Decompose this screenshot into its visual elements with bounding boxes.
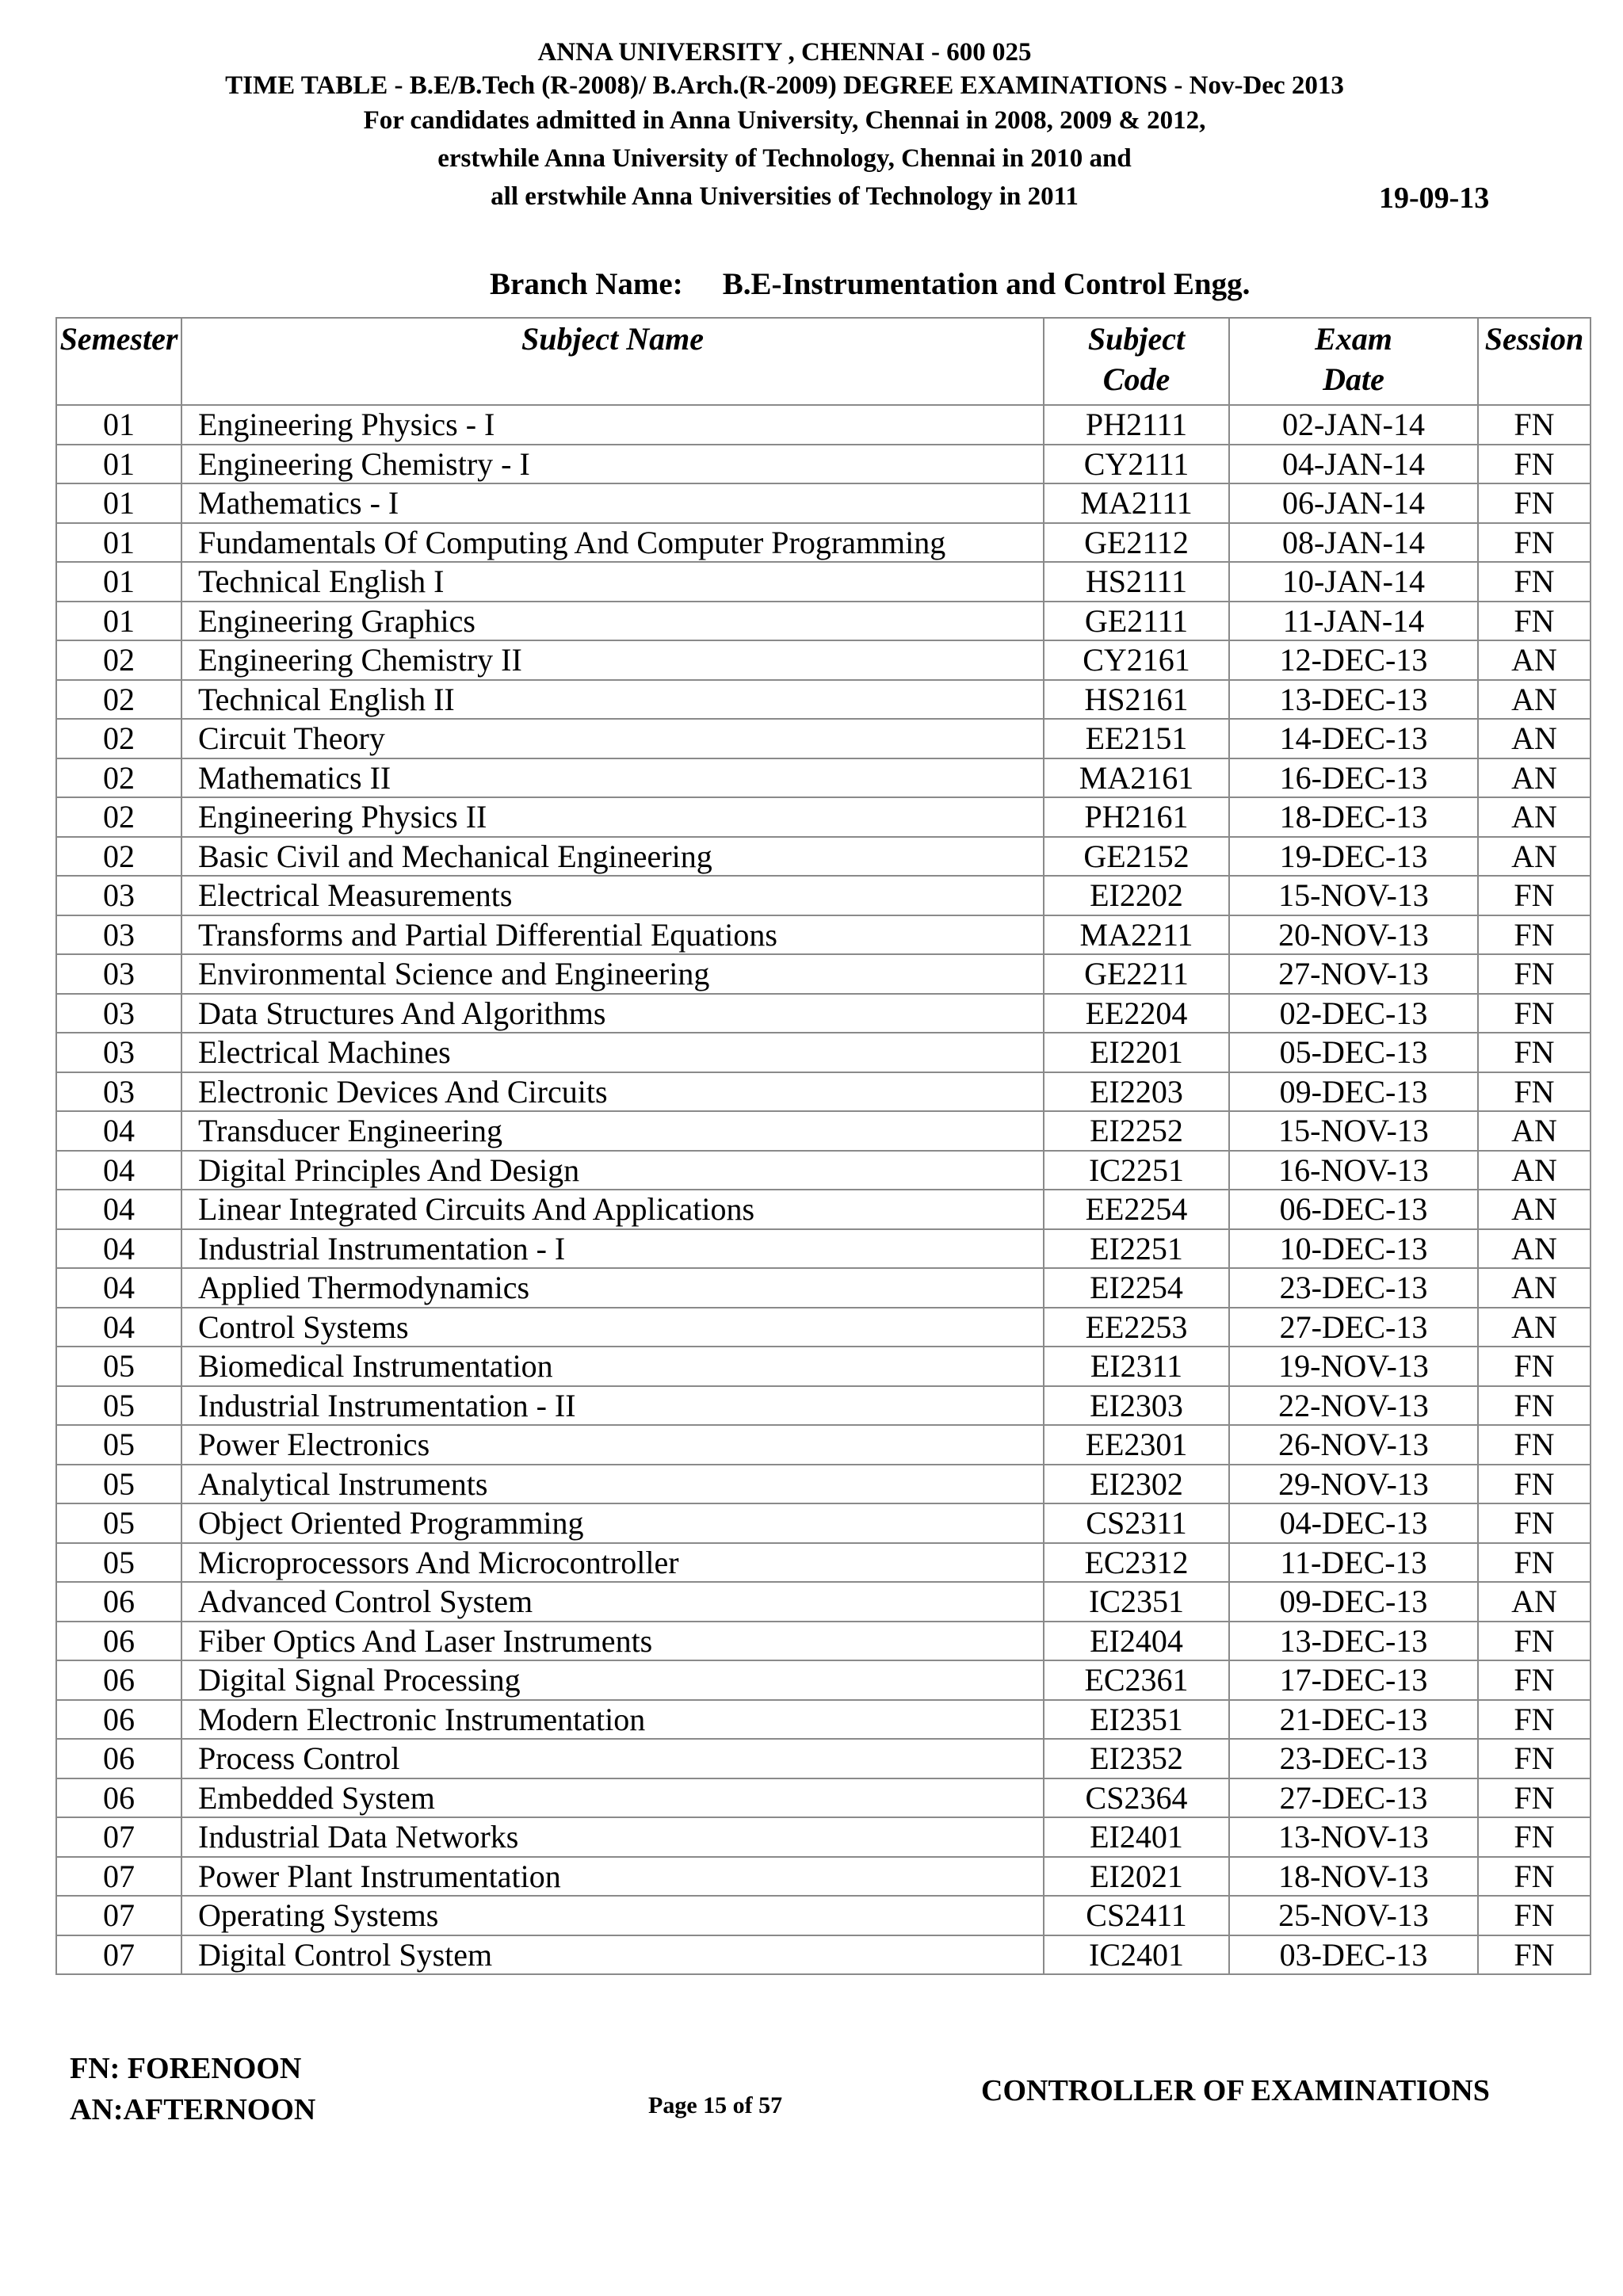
- eligibility-line-1: For candidates admitted in Anna University, Chennai in 2008, 2009 & 2012,: [363, 106, 1206, 135]
- semester-cell: 01: [56, 445, 181, 484]
- session-cell: FN: [1478, 1543, 1591, 1583]
- subject-name-cell: Power Electronics: [181, 1425, 1044, 1465]
- exam-date-cell: 08-JAN-14: [1229, 523, 1478, 563]
- session-cell: FN: [1478, 445, 1591, 484]
- subject-code-cell: CS2311: [1044, 1503, 1229, 1543]
- exam-date-cell: 21-DEC-13: [1229, 1700, 1478, 1740]
- table-row: [56, 483, 1591, 523]
- exam-date-cell: 13-NOV-13: [1229, 1817, 1478, 1857]
- session-cell: FN: [1478, 1778, 1591, 1818]
- semester-cell: 02: [56, 640, 181, 680]
- semester-cell: 07: [56, 1935, 181, 1975]
- table-row: [56, 1072, 1591, 1112]
- subject-name-cell: Digital Principles And Design: [181, 1151, 1044, 1190]
- table-row: [56, 1543, 1591, 1583]
- semester-cell: 01: [56, 562, 181, 602]
- subject-code-cell: EI2201: [1044, 1033, 1229, 1072]
- subject-code-cell: IC2351: [1044, 1582, 1229, 1622]
- semester-cell: 04: [56, 1229, 181, 1269]
- session-cell: AN: [1478, 1190, 1591, 1229]
- subject-name-cell: Engineering Physics - I: [181, 405, 1044, 445]
- subject-name-cell: Modern Electronic Instrumentation: [181, 1700, 1044, 1740]
- semester-cell: 04: [56, 1111, 181, 1151]
- table-row: [56, 1896, 1591, 1935]
- session-cell: AN: [1478, 680, 1591, 720]
- subject-code-cell: EI2202: [1044, 876, 1229, 915]
- subject-name-cell: Electronic Devices And Circuits: [181, 1072, 1044, 1112]
- legend-afternoon: AN:AFTERNOON: [70, 2093, 316, 2126]
- subject-code-cell: PH2111: [1044, 405, 1229, 445]
- semester-cell: 02: [56, 837, 181, 877]
- subject-code-cell: EC2312: [1044, 1543, 1229, 1583]
- subject-code-cell: CY2111: [1044, 445, 1229, 484]
- session-cell: AN: [1478, 1308, 1591, 1347]
- subject-name-cell: Digital Control System: [181, 1935, 1044, 1975]
- table-row: [56, 1739, 1591, 1778]
- exam-date-cell: 27-DEC-13: [1229, 1778, 1478, 1818]
- subject-code-cell: GE2112: [1044, 523, 1229, 563]
- subject-name-cell: Fiber Optics And Laser Instruments: [181, 1622, 1044, 1661]
- exam-date-cell: 10-JAN-14: [1229, 562, 1478, 602]
- subject-code-cell: EI2021: [1044, 1857, 1229, 1897]
- exam-date-cell: 16-DEC-13: [1229, 758, 1478, 798]
- subject-name-cell: Microprocessors And Microcontroller: [181, 1543, 1044, 1583]
- semester-cell: 07: [56, 1817, 181, 1857]
- semester-cell: 06: [56, 1700, 181, 1740]
- session-cell: AN: [1478, 1229, 1591, 1269]
- table-row: [56, 1778, 1591, 1818]
- branch-heading: [490, 266, 1250, 302]
- table-row: [56, 915, 1591, 955]
- semester-cell: 06: [56, 1622, 181, 1661]
- table-row: [56, 1817, 1591, 1857]
- subject-code-cell: GE2152: [1044, 837, 1229, 877]
- subject-name-cell: Advanced Control System: [181, 1582, 1044, 1622]
- semester-cell: 05: [56, 1503, 181, 1543]
- semester-cell: 03: [56, 954, 181, 994]
- semester-cell: 03: [56, 1072, 181, 1112]
- semester-cell: 01: [56, 405, 181, 445]
- subject-code-cell: EI2302: [1044, 1465, 1229, 1504]
- subject-name-cell: Industrial Instrumentation - I: [181, 1229, 1044, 1269]
- subject-code-cell: EI2401: [1044, 1817, 1229, 1857]
- subject-code-cell: EI2303: [1044, 1386, 1229, 1426]
- subject-name-cell: Basic Civil and Mechanical Engineering: [181, 837, 1044, 877]
- subject-code-cell: EI2351: [1044, 1700, 1229, 1740]
- exam-date-cell: 06-DEC-13: [1229, 1190, 1478, 1229]
- table-row: [56, 1857, 1591, 1897]
- exam-date-cell: 15-NOV-13: [1229, 876, 1478, 915]
- exam-date-cell: 29-NOV-13: [1229, 1465, 1478, 1504]
- exam-date-cell: 11-DEC-13: [1229, 1543, 1478, 1583]
- table-row: [56, 1465, 1591, 1504]
- subject-code-cell: CS2411: [1044, 1896, 1229, 1935]
- semester-cell: 01: [56, 602, 181, 641]
- exam-date-cell: 23-DEC-13: [1229, 1739, 1478, 1778]
- session-cell: FN: [1478, 1660, 1591, 1700]
- subject-name-cell: Applied Thermodynamics: [181, 1268, 1044, 1308]
- session-cell: AN: [1478, 1582, 1591, 1622]
- semester-cell: 05: [56, 1543, 181, 1583]
- subject-name-cell: Linear Integrated Circuits And Applications: [181, 1190, 1044, 1229]
- session-cell: FN: [1478, 1072, 1591, 1112]
- subject-name-cell: Process Control: [181, 1739, 1044, 1778]
- subject-name-cell: Environmental Science and Engineering: [181, 954, 1044, 994]
- subject-code-cell: PH2161: [1044, 797, 1229, 837]
- session-cell: AN: [1478, 1268, 1591, 1308]
- semester-cell: 03: [56, 915, 181, 955]
- subject-name-cell: Mathematics - I: [181, 483, 1044, 523]
- subject-name-cell: Electrical Machines: [181, 1033, 1044, 1072]
- exam-date-cell: 13-DEC-13: [1229, 680, 1478, 720]
- subject-code-cell: EI2203: [1044, 1072, 1229, 1112]
- subject-name-cell: Transducer Engineering: [181, 1111, 1044, 1151]
- exam-date-cell: 09-DEC-13: [1229, 1072, 1478, 1112]
- exam-date-cell: 06-JAN-14: [1229, 483, 1478, 523]
- table-row: [56, 758, 1591, 798]
- exam-date-cell: 18-NOV-13: [1229, 1857, 1478, 1897]
- subject-name-cell: Industrial Data Networks: [181, 1817, 1044, 1857]
- subject-name-cell: Digital Signal Processing: [181, 1660, 1044, 1700]
- subject-code-cell: MA2211: [1044, 915, 1229, 955]
- session-cell: AN: [1478, 640, 1591, 680]
- semester-cell: 07: [56, 1857, 181, 1897]
- subject-code-cell: CS2364: [1044, 1778, 1229, 1818]
- semester-cell: 02: [56, 758, 181, 798]
- table-row: [56, 1425, 1591, 1465]
- exam-date-cell: 25-NOV-13: [1229, 1896, 1478, 1935]
- exam-timetable: [55, 317, 1591, 1975]
- semester-cell: 05: [56, 1425, 181, 1465]
- publication-date: 19-09-13: [1379, 181, 1490, 215]
- table-row: [56, 1229, 1591, 1269]
- session-cell: AN: [1478, 1151, 1591, 1190]
- subject-name-cell: Engineering Chemistry - I: [181, 445, 1044, 484]
- exam-date-cell: 26-NOV-13: [1229, 1425, 1478, 1465]
- session-cell: AN: [1478, 719, 1591, 758]
- table-row: [56, 1111, 1591, 1151]
- session-cell: AN: [1478, 837, 1591, 877]
- table-row: [56, 1347, 1591, 1386]
- exam-date-cell: 04-DEC-13: [1229, 1503, 1478, 1543]
- subject-code-cell: MA2161: [1044, 758, 1229, 798]
- table-row: [56, 562, 1591, 602]
- branch-name: B.E-Instrumentation and Control Engg.: [722, 267, 1251, 301]
- subject-code-cell: IC2251: [1044, 1151, 1229, 1190]
- session-cell: FN: [1478, 1935, 1591, 1975]
- semester-cell: 04: [56, 1308, 181, 1347]
- session-cell: FN: [1478, 405, 1591, 445]
- subject-code-cell: EE2301: [1044, 1425, 1229, 1465]
- subject-code-cell: GE2111: [1044, 602, 1229, 641]
- table-row: [56, 797, 1591, 837]
- table-row: [56, 1268, 1591, 1308]
- exam-date-cell: 03-DEC-13: [1229, 1935, 1478, 1975]
- semester-cell: 01: [56, 483, 181, 523]
- table-row: [56, 876, 1591, 915]
- semester-cell: 07: [56, 1896, 181, 1935]
- subject-name-cell: Object Oriented Programming: [181, 1503, 1044, 1543]
- exam-date-cell: 23-DEC-13: [1229, 1268, 1478, 1308]
- subject-code-cell: EE2253: [1044, 1308, 1229, 1347]
- subject-code-cell: EE2204: [1044, 994, 1229, 1033]
- subject-name-cell: Fundamentals Of Computing And Computer Programming: [181, 523, 1044, 563]
- subject-code-cell: IC2401: [1044, 1935, 1229, 1975]
- branch-label: Branch Name:: [490, 267, 683, 301]
- subject-name-cell: Circuit Theory: [181, 719, 1044, 758]
- table-row: [56, 954, 1591, 994]
- subject-name-cell: Analytical Instruments: [181, 1465, 1044, 1504]
- semester-cell: 06: [56, 1582, 181, 1622]
- subject-name-cell: Embedded System: [181, 1778, 1044, 1818]
- controller-signature: CONTROLLER OF EXAMINATIONS: [981, 2074, 1490, 2107]
- exam-date-cell: 20-NOV-13: [1229, 915, 1478, 955]
- table-row: [56, 1308, 1591, 1347]
- session-cell: FN: [1478, 954, 1591, 994]
- subject-code-cell: EI2251: [1044, 1229, 1229, 1269]
- subject-code-cell: HS2111: [1044, 562, 1229, 602]
- exam-date-cell: 11-JAN-14: [1229, 602, 1478, 641]
- subject-name-cell: Power Plant Instrumentation: [181, 1857, 1044, 1897]
- session-cell: AN: [1478, 1111, 1591, 1151]
- session-cell: FN: [1478, 1817, 1591, 1857]
- table-row: [56, 1660, 1591, 1700]
- session-cell: AN: [1478, 758, 1591, 798]
- table-row: [56, 680, 1591, 720]
- exam-date-cell: 02-DEC-13: [1229, 994, 1478, 1033]
- table-row: [56, 1700, 1591, 1740]
- exam-date-cell: 12-DEC-13: [1229, 640, 1478, 680]
- semester-cell: 04: [56, 1151, 181, 1190]
- column-header-semester: Semester: [56, 318, 181, 405]
- semester-cell: 05: [56, 1386, 181, 1426]
- semester-cell: 02: [56, 680, 181, 720]
- subject-code-cell: EI2252: [1044, 1111, 1229, 1151]
- session-cell: FN: [1478, 876, 1591, 915]
- exam-date-cell: 16-NOV-13: [1229, 1151, 1478, 1190]
- subject-code-cell: EI2352: [1044, 1739, 1229, 1778]
- table-row: [56, 719, 1591, 758]
- subject-name-cell: Engineering Chemistry II: [181, 640, 1044, 680]
- exam-date-cell: 09-DEC-13: [1229, 1582, 1478, 1622]
- table-row: [56, 405, 1591, 445]
- column-header-session: Session: [1478, 318, 1591, 405]
- subject-name-cell: Engineering Graphics: [181, 602, 1044, 641]
- subject-code-cell: EE2151: [1044, 719, 1229, 758]
- semester-cell: 05: [56, 1465, 181, 1504]
- exam-date-cell: 04-JAN-14: [1229, 445, 1478, 484]
- session-cell: FN: [1478, 1386, 1591, 1426]
- exam-date-cell: 10-DEC-13: [1229, 1229, 1478, 1269]
- semester-cell: 04: [56, 1190, 181, 1229]
- subject-code-cell: EC2361: [1044, 1660, 1229, 1700]
- semester-cell: 02: [56, 719, 181, 758]
- exam-date-cell: 02-JAN-14: [1229, 405, 1478, 445]
- exam-date-cell: 19-DEC-13: [1229, 837, 1478, 877]
- column-header-subject-name: Subject Name: [181, 318, 1044, 405]
- semester-cell: 03: [56, 994, 181, 1033]
- session-cell: FN: [1478, 1622, 1591, 1661]
- table-row: [56, 1151, 1591, 1190]
- session-cell: FN: [1478, 1700, 1591, 1740]
- exam-date-cell: 15-NOV-13: [1229, 1111, 1478, 1151]
- table-row: [56, 1622, 1591, 1661]
- semester-cell: 02: [56, 797, 181, 837]
- table-row: [56, 1190, 1591, 1229]
- semester-cell: 01: [56, 523, 181, 563]
- timetable-title: TIME TABLE - B.E/B.Tech (R-2008)/ B.Arch.(R-2009) DEGREE EXAMINATIONS - Nov-Dec 2013: [225, 71, 1344, 100]
- session-cell: FN: [1478, 1857, 1591, 1897]
- subject-name-cell: Electrical Measurements: [181, 876, 1044, 915]
- session-cell: FN: [1478, 1347, 1591, 1386]
- subject-code-cell: GE2211: [1044, 954, 1229, 994]
- subject-code-cell: HS2161: [1044, 680, 1229, 720]
- subject-code-cell: EE2254: [1044, 1190, 1229, 1229]
- eligibility-line-3: all erstwhile Anna Universities of Technology in 2011: [491, 182, 1079, 211]
- session-cell: FN: [1478, 562, 1591, 602]
- university-title: ANNA UNIVERSITY , CHENNAI - 600 025: [537, 38, 1032, 67]
- session-cell: FN: [1478, 1465, 1591, 1504]
- eligibility-line-2: erstwhile Anna University of Technology, Chennai in 2010 and: [437, 144, 1132, 173]
- subject-name-cell: Transforms and Partial Differential Equations: [181, 915, 1044, 955]
- subject-name-cell: Operating Systems: [181, 1896, 1044, 1935]
- semester-cell: 06: [56, 1660, 181, 1700]
- table-row: [56, 837, 1591, 877]
- column-header-subject-code: Subject Code: [1044, 318, 1229, 405]
- subject-code-cell: MA2111: [1044, 483, 1229, 523]
- page-number: Page 15 of 57: [648, 2092, 783, 2118]
- session-cell: FN: [1478, 1739, 1591, 1778]
- session-cell: FN: [1478, 483, 1591, 523]
- column-header-exam-date: Exam Date: [1229, 318, 1478, 405]
- subject-code-cell: CY2161: [1044, 640, 1229, 680]
- exam-date-cell: 22-NOV-13: [1229, 1386, 1478, 1426]
- exam-date-cell: 05-DEC-13: [1229, 1033, 1478, 1072]
- table-row: [56, 1386, 1591, 1426]
- subject-name-cell: Mathematics II: [181, 758, 1044, 798]
- subject-name-cell: Industrial Instrumentation - II: [181, 1386, 1044, 1426]
- semester-cell: 06: [56, 1778, 181, 1818]
- session-cell: FN: [1478, 1896, 1591, 1935]
- table-row: [56, 994, 1591, 1033]
- subject-code-cell: EI2254: [1044, 1268, 1229, 1308]
- table-row: [56, 1033, 1591, 1072]
- subject-code-cell: EI2404: [1044, 1622, 1229, 1661]
- semester-cell: 03: [56, 876, 181, 915]
- subject-name-cell: Data Structures And Algorithms: [181, 994, 1044, 1033]
- session-cell: FN: [1478, 915, 1591, 955]
- table-row: [56, 445, 1591, 484]
- exam-date-cell: 17-DEC-13: [1229, 1660, 1478, 1700]
- session-cell: FN: [1478, 602, 1591, 641]
- table-header-row: [56, 318, 1591, 405]
- subject-name-cell: Engineering Physics II: [181, 797, 1044, 837]
- exam-date-cell: 18-DEC-13: [1229, 797, 1478, 837]
- exam-date-cell: 19-NOV-13: [1229, 1347, 1478, 1386]
- subject-name-cell: Technical English I: [181, 562, 1044, 602]
- table-row: [56, 602, 1591, 641]
- session-cell: FN: [1478, 994, 1591, 1033]
- subject-name-cell: Biomedical Instrumentation: [181, 1347, 1044, 1386]
- semester-cell: 06: [56, 1739, 181, 1778]
- session-cell: FN: [1478, 1033, 1591, 1072]
- session-cell: AN: [1478, 797, 1591, 837]
- subject-name-cell: Control Systems: [181, 1308, 1044, 1347]
- table-row: [56, 640, 1591, 680]
- exam-date-cell: 14-DEC-13: [1229, 719, 1478, 758]
- semester-cell: 05: [56, 1347, 181, 1386]
- session-cell: FN: [1478, 1425, 1591, 1465]
- table-row: [56, 1582, 1591, 1622]
- semester-cell: 03: [56, 1033, 181, 1072]
- exam-date-cell: 27-DEC-13: [1229, 1308, 1478, 1347]
- semester-cell: 04: [56, 1268, 181, 1308]
- session-cell: FN: [1478, 1503, 1591, 1543]
- session-cell: FN: [1478, 523, 1591, 563]
- subject-name-cell: Technical English II: [181, 680, 1044, 720]
- table-row: [56, 1935, 1591, 1975]
- table-row: [56, 1503, 1591, 1543]
- exam-date-cell: 27-NOV-13: [1229, 954, 1478, 994]
- table-row: [56, 523, 1591, 563]
- exam-date-cell: 13-DEC-13: [1229, 1622, 1478, 1661]
- legend-forenoon: FN: FORENOON: [70, 2052, 302, 2085]
- subject-code-cell: EI2311: [1044, 1347, 1229, 1386]
